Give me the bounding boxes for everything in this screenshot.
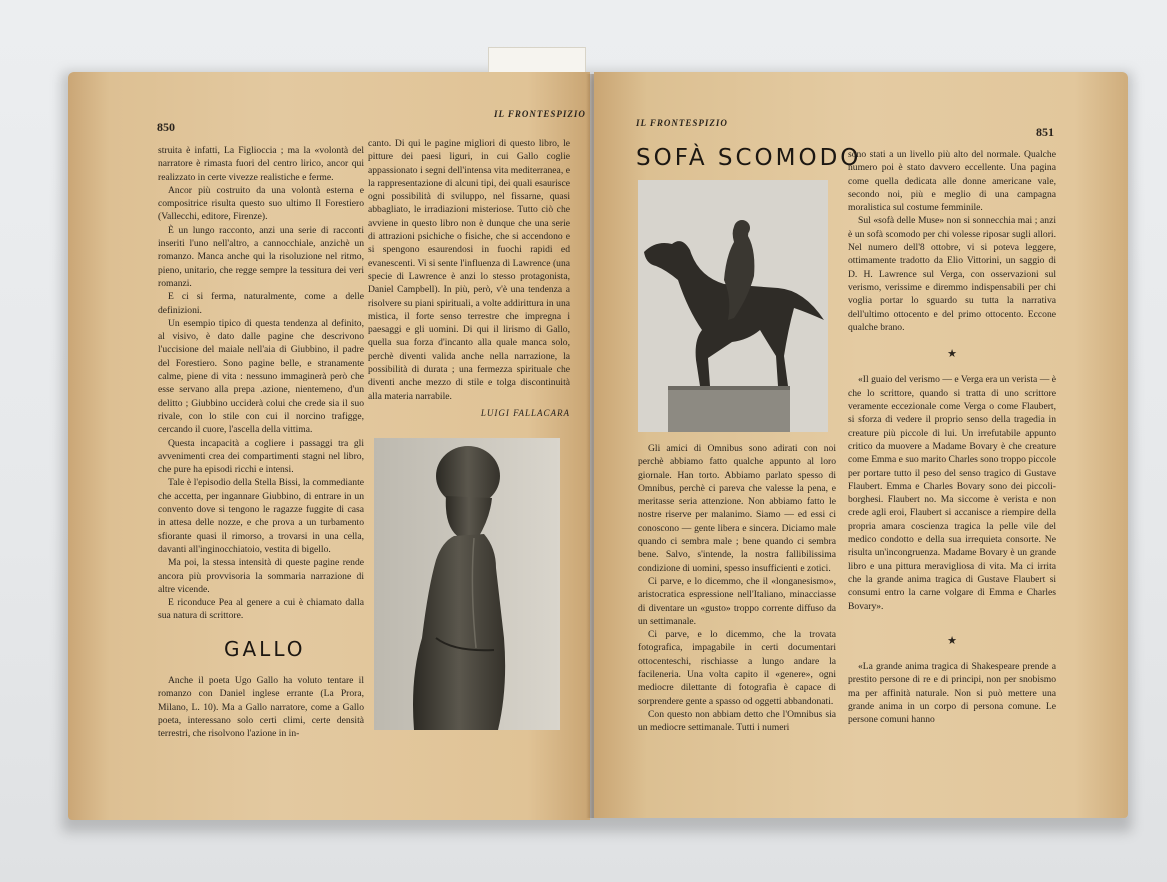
running-head-left: IL FRONTESPIZIO bbox=[494, 109, 586, 119]
paragraph: Ancor più costruito da una volontà esterna e compositrice risulta questo suo ultimo Il Forestiero (Vallecchi, editore, Firenze). bbox=[158, 184, 364, 223]
paragraph: Gli amici di Omnibus sono adirati con noi perchè abbiamo fatto qualche appunto al loro giornale. Han torto. Abbiamo parlato spesso di Omnibus, perchè ci pareva che valesse la pena, e meritasse seria attenzione. Non abbiamo fatto le nostre riserve per malanimo. Siamo — ed essi ci conoscono — gente libera e sincera. Diciamo male quando ci sembra male ; bene quando ci sembra bene. Salvo, s'intende, la nostra fallibilissima condizione di uomini, spesso insufficienti e zotici. bbox=[638, 443, 836, 574]
equestrian-photo bbox=[638, 180, 828, 432]
gallo-paragraph-block bbox=[158, 674, 364, 740]
paragraph: Anche il poeta Ugo Gallo ha voluto tentare il romanzo con Daniel inglese errante (La Prora, Milano, L. 10). Ma a Gallo narratore, come a Gallo poeta, interessano solo certi climi, certe densità terrestri, che risolvono l'azione in in- bbox=[158, 675, 364, 740]
section-star-icon: ★ bbox=[947, 348, 957, 361]
left-page bbox=[68, 72, 590, 820]
left-column-1 bbox=[158, 144, 364, 623]
running-head-right: IL FRONTESPIZIO bbox=[636, 118, 728, 128]
page-number-right: 851 bbox=[1036, 125, 1054, 139]
author-signature: LUIGI FALLACARA bbox=[480, 407, 570, 418]
bust-photo bbox=[374, 438, 560, 730]
paragraph: Sul «sofà delle Muse» non si sonnecchia mai ; anzi è un sofà scomodo per chi volesse riposar sugli allori. Nel numero dell'8 ottobre, vi si poteva leggere, ottimamente tradotto da Elio Vittorini, un saggio di D. H. Lawrence sul Verga, con osservazioni sul verismo, verissime e diremmo indispensabili per chi voglia portar lo sguardo su tutta la narrativa dell'ultimo ottocento e del primo ottocento. Eccone qualche brano. bbox=[848, 215, 1056, 333]
paragraph: Ci parve, e lo dicemmo, che il «longanesismo», aristocratica espressione nell'Italiano, minacciasse di diventare un «gusto» troppo corrente diffuso da un settimanale. bbox=[638, 575, 836, 627]
bronze-bust-sculpture-icon bbox=[374, 438, 560, 730]
right-column-2 bbox=[848, 148, 1056, 727]
article-title: SOFÀ SCOMODO bbox=[636, 145, 862, 171]
paragraph: E riconduce Pea al genere a cui è chiamato dalla sua natura di scrittore. bbox=[158, 597, 364, 622]
paragraph: Ci parve, e lo dicemmo, che la trovata fotografica, impagabile in certi documentari ottocenteschi, rischiasse a lungo andare la facileneria. Una volta capito il «genere», ogni mediocre dilettante di fotografia è capace di sorprendere gente a spasso od oggetti abbandonati. bbox=[638, 629, 836, 707]
equestrian-statue-icon bbox=[638, 180, 828, 432]
paragraph: canto. Di qui le pagine migliori di questo libro, le pitture dei paesi liguri, in cui Gallo coglie appassionato i segni dell'intensa vita mediterranea, e la rappresentazione di alcuni tipi, dei quali esaurisce ogni possibilità di sviluppo, nel fissarne, quasi abbagliato, le irradiazioni misteriose. Tutto ciò che avviene in questo libro non è dunque che una serie di attrazioni psichiche o fisiche, che si accendono e si spengono esaurendosi in fuochi rapidi ed evanescenti. Vi si sente l'influenza di Lawrence (una specie di Lawrence è anzi lo stesso protagonista, Daniel Campbell). In più, però, v'è una tendenza a risolvere su piani spirituali, a volte addirittura in una mistica, il forte senso terrestre che impregna i paesaggi e gli uomini. Di qui il lirismo di Gallo, quella sua forza d'incanto alla quale manca solo, perchè diventi valida anche nella narrazione, la possibilità di durata ; una fermezza spirituale che diventi anche mezzo di stile e tolga discontinuità alla materia narrabile. bbox=[368, 138, 570, 402]
paragraph: «Il guaio del verismo — e Verga era un verista — è che lo scrittore, quando si tratta di uno scrittore veramente eccezionale come Verga o come Flaubert, si sforza di vedere il proprio senso della tragedia in creature più piccole di lui. Un irrefutabile appunto critico da muovere a Madame Bovary è che creature come Emma e suo marito Charles sono troppo piccole per portare tutto il peso del senso tragico di Gustave Flaubert. Emma e Charles Bovary sono dei piccoli-borghesi. Flaubert no. Ma siccome è verista e non crede agli eroi, Flaubert si accanisce a riempire della propria amara coscienza tragica la pelle vile del medico condotto e della sua irrequieta consorte. Ne risulta un'incongruenza. Madame Bovary è un grande libro e una pittura meravigliosa di vita. Ma ci irrita che la grande anima tragica di Gustave Flaubert si consumi entro la carne volgare di Emma e Charles Bovary». bbox=[848, 374, 1056, 612]
paragraph: Un esempio tipico di questa tendenza al definito, al visivo, è dato dalle pagine che descrivono l'uccisione del maiale nell'aia di Giubbino, il padre del Forestiero. Sono pagine belle, e stranamente calme, piene di vita : nessuno immaginerà però che esse servano alla prepa .azione, nientemeno, d'un delitto ; Giubbino ucciderà colui che crede sia il suo rivale, con lo stile con cui il norcino trafigge, cercando il cuore, l'ascella della vittima. bbox=[158, 317, 364, 436]
paragraph: È un lungo racconto, anzi una serie di racconti inseriti l'uno nell'altro, a cannocchiale, anzichè un romanzo. Manca anche qui la risoluzione nel ritmo, pieno, unitario, che regge sempre la tessitura dei veri romanzi. bbox=[158, 224, 364, 289]
page-number-left: 850 bbox=[157, 120, 175, 134]
section-star-icon: ★ bbox=[947, 634, 957, 647]
paragraph: Con questo non abbiam detto che l'Omnibus sia un mediocre settimanale. Tutti i numeri bbox=[638, 708, 836, 734]
paragraph: sono stati a un livello più alto del normale. Qualche numero poi è stato davvero eccellente. Una pagina come quella dedicata alle donne americane vale, secondo noi, più e meglio di una campagna moralistica sul costume femminile. bbox=[848, 149, 1056, 214]
paragraph: Ma poi, la stessa intensità di queste pagine rende ancora più provvisoria la sommaria narrazione di altre vicende. bbox=[158, 557, 364, 595]
left-column-2 bbox=[368, 137, 570, 420]
paragraph: Tale è l'episodio della Stella Bissi, la commediante che accetta, per ingannare Giubbino, di entrare in un convento dove si tengono le ragazze fuggite di casa in attesa delle nozze, e che prova a un turbamento sfiorante quasi il rimorso, a trovarsi in una cella, davanti all'inginocchiatoio, vestita di bigello. bbox=[158, 477, 364, 555]
right-page bbox=[594, 72, 1128, 818]
paragraph: struita è infatti, La Figlioccia ; ma la «volontà del narratore è rimasta fuori del centro lirico, ancor qui realizzato in certe vivezze realistiche e ferme. bbox=[158, 145, 364, 183]
paragraph: E ci si ferma, naturalmente, come a delle definizioni. bbox=[158, 291, 364, 316]
right-column-1 bbox=[638, 442, 836, 735]
paragraph: «La grande anima tragica di Shakespeare prende a prestito persone di re e di principi, non per snobismo ma per affinità naturale. Non si può mettere una grande anima in un corpo di persona comune. Le persone comuni hanno bbox=[848, 661, 1056, 726]
paragraph: Questa incapacità a cogliere i passaggi tra gli avvenimenti crea dei compartimenti stagni nel libro, che pure ha episodi ricchi e intensi. bbox=[158, 437, 364, 476]
gallo-heading: GALLO bbox=[224, 637, 306, 661]
